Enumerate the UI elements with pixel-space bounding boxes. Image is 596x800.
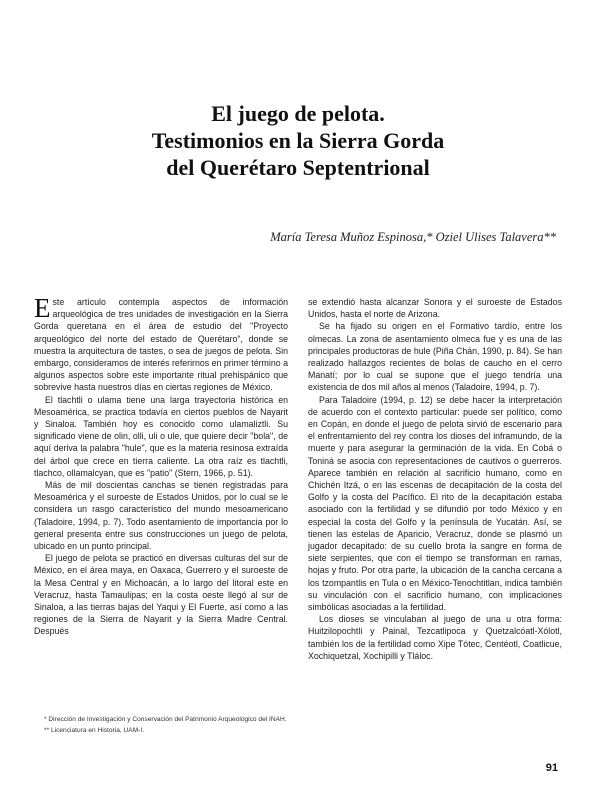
footnotes: [34, 715, 288, 737]
paragraph-tlachtli: El tlachtli o ulama tiene una larga trayectoria histórica en Mesoamérica, se practica todavía en ciertos pueblos de Nayarit y Sinaloa. También hoy es conocido como ulamaliztli. Su significado viene de olin, olli, uli o ule, que quiere decir "bola", de aquí deriva la palabra "hule", que es la materia resinosa extraída del árbol que crece en tierra caliente. La otra raíz es tlachtli, tlachco, ollamalcyan, que es "patio" (Stern, 1966, p. 51).: [34, 394, 288, 478]
paragraph-origen: Se ha fijado su origen en el Formativo tardío, entre los olmecas. La zona de asentamiento olmeca fue y es una de las principales productoras de hule (Piña Chán, 1990, p. 84). Se han realizado hallazgos recientes de bolas de caucho en el cerro Manatí; por lo cual se supone que el juego tendría una existencia de dos mil años al menos (Taladoire, 1994, p. 7).: [308, 321, 562, 393]
paragraph-culturas: El juego de pelota se practicó en diversas culturas del sur de México, en el área maya, en Oaxaca, Guerrero y el suroeste de la Mesa Central y en Michoacán, a lo largo del litoral este en Veracruz, hasta Tamaulipas; en la costa oeste llegó al sur de Sinaloa, a las tierras bajas del Yaqui y El Fuerte, así como a las regiones de la Sierra de Nayarit y la Sierra Madre Central. Después: [34, 553, 288, 637]
footnote-1: * Dirección de Investigación y Conservación del Patrimonio Arqueológico del INAH.: [44, 716, 287, 723]
title-line-1: El juego de pelota.: [211, 101, 385, 126]
paragraph-dioses: Los dioses se vinculaban al juego de una u otra forma: Huitzilopochtli y Painal, Tezcatlipoca y Quetzalcóatl-Xólotl, también los de la fertilidad como Xipe Tótec, Centéotl, Coatlicue, Xochiquetzal, Xochipilli y Tláloc.: [308, 614, 562, 661]
paragraph-canchas: Más de mil doscientas canchas se tienen registradas para Mesoamérica y el suroeste de Estados Unidos, por lo cual se le considera un rasgo característico del mundo mesoamericano (Taladoire, 1994, p. 7). Todo asentamiento de importancia por lo general presenta entre sus construcciones un juego de pelota, ubicado en un punto principal.: [34, 480, 288, 552]
left-text-column: [34, 293, 288, 638]
paragraph-intro: [34, 293, 288, 394]
footnote-2: ** Licenciatura en Historia, UAM-I.: [44, 727, 145, 734]
page-number: 91: [545, 762, 558, 774]
article-authors: María Teresa Muñoz Espinosa,* Oziel Ulises Talavera**: [270, 230, 556, 244]
article-title: [0, 100, 596, 181]
drop-cap: E: [34, 293, 51, 323]
title-line-2: Testimonios en la Sierra Gorda: [151, 128, 445, 153]
title-line-3: del Querétaro Septentrional: [166, 155, 430, 180]
right-text-column: [308, 296, 562, 662]
paragraph-interpretacion: Para Taladoire (1994, p. 12) se debe hacer la interpretación de acuerdo con el contexto particular: puede ser político, como en Copán, en donde el juego de pelota sirvió de escenario para el enfrentamiento del rey contra los dioses del inframundo, de la muerte y para asegurar la germinación de la vida. En Cobá o Toniná se asocia con representaciones de cautivos o guerreros. Aparece también en relación al sacrificio humano, como en Chichén Itzá, o en las escenas de decapitación de la costa del Golfo y la costa del Pacífico. El rito de la decapitación estaba asociado con la fertilidad y se difundió por todo México y en especial la costa del Golfo y la península de Yucatán. Así, se tienen las estelas de Aparicio, Veracruz, donde se plasmó un jugador decapitado: de su cuello brota la sangre en forma de siete serpientes, que con el tiempo se transforman en ramas, hojas y fruto. Por otra parte, la ubicación de la cancha cercana a los tzompantlis en Tula o en México-Tenochtitlan, indica también su vinculación con el sacrificio humano, con implicaciones simbólicas asociadas a la fertilidad.: [308, 394, 562, 613]
paragraph-intro-text: ste artículo contempla aspectos de información arqueológica de tres unidades de investigación en la Sierra Gorda queretana en el área de estudio del "Proyecto arqueológico del norte del estado de Querétaro", donde se muestra la arquitectura de tastes, o sea de juegos de pelota. Sin embargo, consideramos de interés referirnos en primer término a algunos aspectos sobre este importante ritual prehispánico que sobrevive hasta nuestros días en ciertas regiones de México.: [34, 297, 288, 393]
paragraph-continuation: se extendió hasta alcanzar Sonora y el suroeste de Estados Unidos, hasta el norte de Arizona.: [308, 297, 562, 320]
